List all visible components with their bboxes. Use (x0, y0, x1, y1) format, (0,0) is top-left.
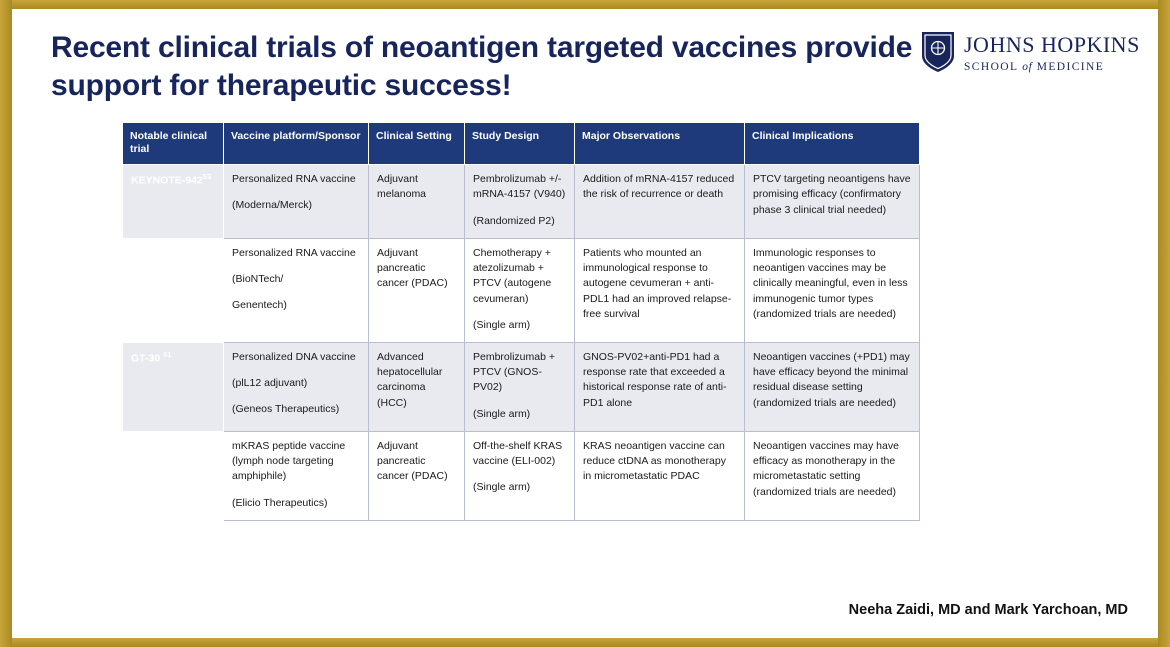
logo-of-word: of (1022, 61, 1033, 73)
cell-implications: Neoantigen vaccines may have efficacy as monotherapy in the micrometastatic setting (randomized trials are needed) (745, 431, 920, 520)
logo-institution-name: JOHNS HOPKINS (964, 32, 1140, 57)
table-row (123, 343, 920, 432)
cell-observations: Patients who mounted an immunological response to autogene cevumeran + anti-PDL1 had an improved relapse-free survival (575, 238, 745, 342)
cell-implications: PTCV targeting neoantigens have promising efficacy (confirmatory phase 3 clinical trial needed) (745, 165, 920, 239)
cell-observations: Addition of mRNA-4157 reduced the risk of recurrence or death (575, 165, 745, 239)
column-header-observations: Major Observations (575, 123, 745, 165)
cell-platform: Personalized RNA vaccine (BioNTech/ Genentech) (224, 238, 369, 342)
cell-design: Pembrolizumab +/- mRNA-4157 (V940) (Randomized P2) (465, 165, 575, 239)
cell-platform: Personalized RNA vaccine (Moderna/Merck) (224, 165, 369, 239)
column-header-implications: Clinical Implications (745, 123, 920, 165)
table-row (123, 238, 920, 342)
cell-trial-name: AMPLIFY-201 $^{26}$ (123, 431, 224, 520)
logo-wordmark (964, 30, 1140, 73)
citation-ref: 53 (202, 172, 212, 182)
table-row (123, 165, 920, 239)
slide-border-left (0, 0, 12, 647)
cell-design: Off-the-shelf KRAS vaccine (ELI-002) (Single arm) (465, 431, 575, 520)
cell-setting: Adjuvant pancreatic cancer (PDAC) (369, 238, 465, 342)
shield-crest-icon (920, 30, 956, 74)
cell-platform: mKRAS peptide vaccine (lymph node targeting amphiphile) (Elicio Therapeutics) (224, 431, 369, 520)
column-header-platform: Vaccine platform/Sponsor (224, 123, 369, 165)
cell-implications: Immunologic responses to neoantigen vaccines may be clinically meaningful, even in less immunogenic tumor types (randomized trials are needed) (745, 238, 920, 342)
cell-setting: Adjuvant melanoma (369, 165, 465, 239)
slide-border-bottom (0, 638, 1170, 647)
slide-border-top (0, 0, 1170, 9)
slide-border-right (1158, 0, 1170, 647)
authors-credit: Neeha Zaidi, MD and Mark Yarchoan, MD (848, 602, 1128, 618)
cell-trial-name: KEYNOTE-$942^{53}$ (123, 165, 224, 239)
table-body (123, 165, 920, 521)
cell-setting: Advanced hepatocellular carcinoma (HCC) (369, 343, 465, 432)
column-header-trial: Notable clinical trial (123, 123, 224, 165)
cell-setting: Adjuvant pancreatic cancer (PDAC) (369, 431, 465, 520)
logo-medicine-word: MEDICINE (1036, 61, 1105, 73)
logo-school-word: SCHOOL (964, 61, 1018, 73)
johns-hopkins-logo (920, 30, 1140, 92)
cell-observations: KRAS neoantigen vaccine can reduce ctDNA as monotherapy in micrometastatic PDAC (575, 431, 745, 520)
citation-ref: 26 (200, 438, 209, 448)
slide-content (12, 9, 1158, 638)
page-title: Recent clinical trials of neoantigen targeted vaccines provide support for therapeutic success! (51, 31, 913, 102)
cell-implications: Neoantigen vaccines (+PD1) may have efficacy beyond the minimal residual disease setting (randomized trials are needed) (745, 343, 920, 432)
cell-trial-name: Rojas et al.$^{66}$ (123, 238, 224, 342)
table-row (123, 431, 920, 520)
column-header-design: Study Design (465, 123, 575, 165)
cell-design: Pembrolizumab + PTCV (GNOS-PV02) (Single arm) (465, 343, 575, 432)
cell-design: Chemotherapy + atezolizumab + PTCV (autogene cevumeran) (Single arm) (465, 238, 575, 342)
column-header-setting: Clinical Setting (369, 123, 465, 165)
citation-ref: 66 (186, 245, 195, 255)
cell-observations: GNOS-PV02+anti-PD1 had a response rate that exceeded a historical response rate of anti-PD1 alone (575, 343, 745, 432)
clinical-trials-table (122, 122, 920, 521)
table-header-row (123, 123, 920, 165)
citation-ref: 61 (163, 350, 172, 359)
cell-platform: Personalized DNA vaccine (plL12 adjuvant) (Geneos Therapeutics) (224, 343, 369, 432)
cell-trial-name: GT-30 $^{61}$ (123, 343, 224, 432)
logo-school-line (964, 61, 1140, 73)
